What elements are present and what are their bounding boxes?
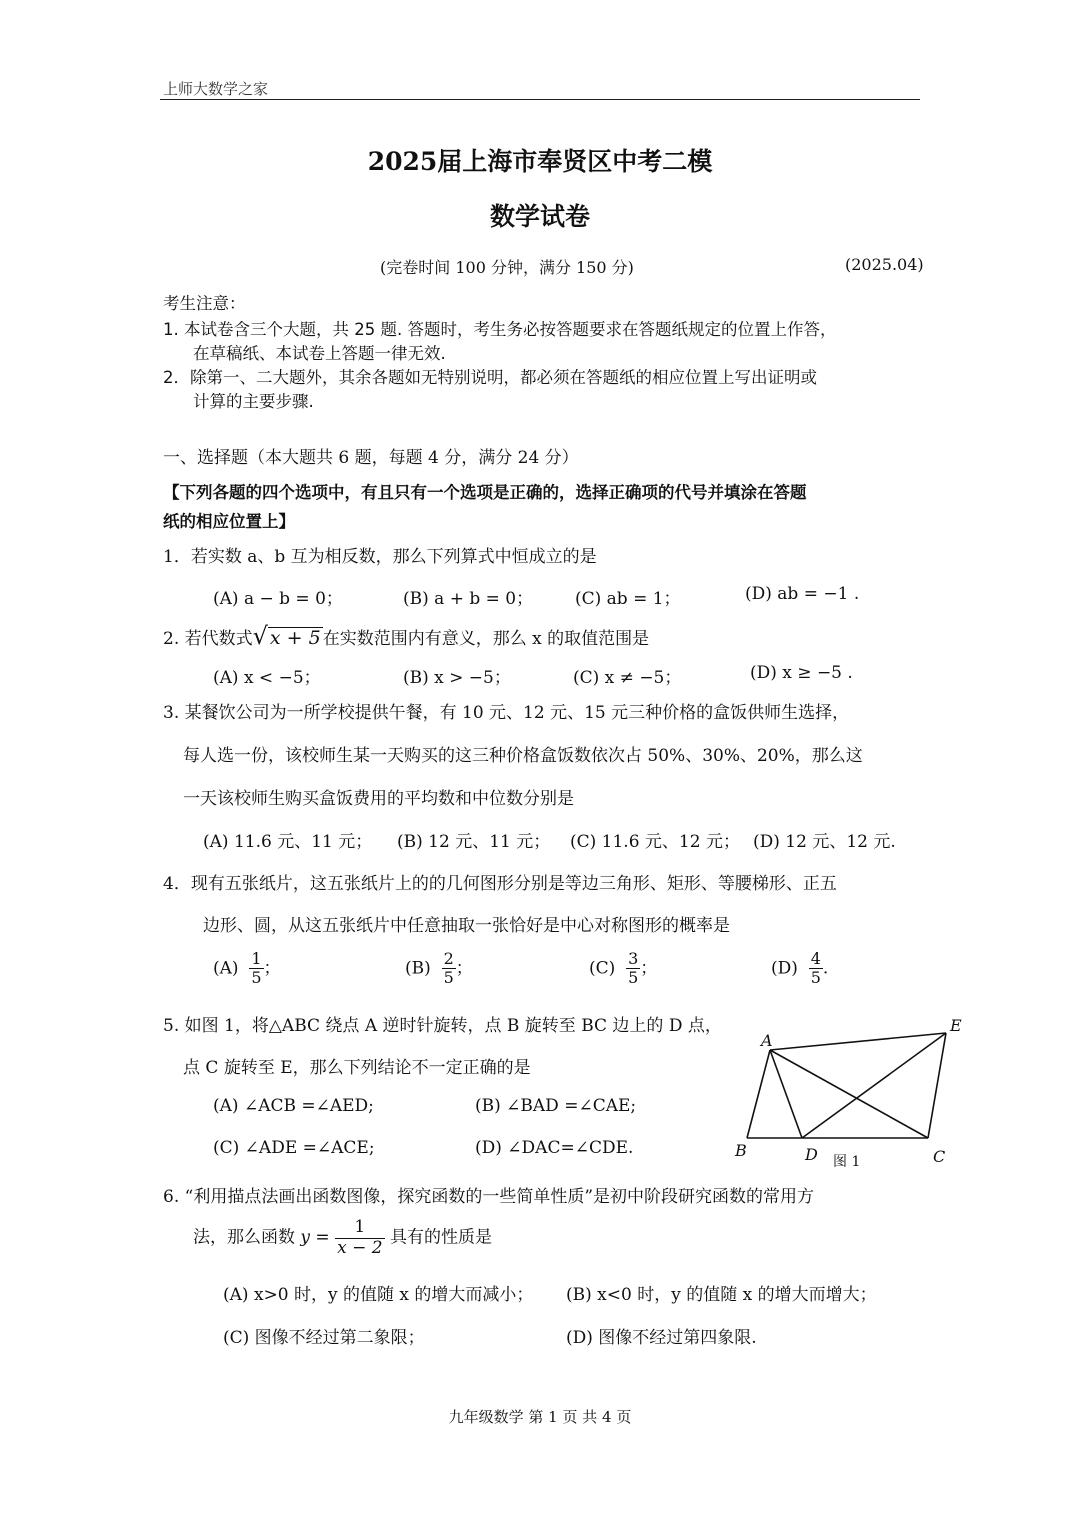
q4-option-b: (B) $\frac{2}{5}$ ；: [405, 949, 473, 988]
section1-instruction-1: 【下列各题的四个选项中，有且只有一个选项是正确的，选择正确项的代号并填涂在答题: [163, 483, 807, 502]
q6-option-c: (C) 图像不经过第二象限；: [223, 1328, 425, 1348]
segment-de: [802, 1033, 946, 1138]
fraction: $\frac{3}{5}$: [628, 949, 639, 988]
q6-function-lhs: y =: [300, 1227, 330, 1248]
q3-option-a: (A) 11.6 元、11 元；: [203, 832, 373, 852]
q1-stem: 1．若实数 a、b 互为相反数，那么下列算式中恒成立的是: [163, 547, 597, 567]
q2-stem-prefix: 2. 若代数式: [163, 629, 253, 649]
point-label-b: B: [735, 1141, 747, 1160]
q5-line-2: 点 C 旋转至 E，那么下列结论不一定正确的是: [183, 1058, 531, 1078]
fraction: $\frac{4}{5}$: [810, 949, 821, 988]
point-label-c: C: [933, 1147, 946, 1166]
q5-option-d: (D) ∠DAC=∠CDE.: [475, 1138, 634, 1158]
notice-item-2: 2．除第一、二大题外，其余各题如无特别说明，都必须在答题纸的相应位置上写出证明或: [163, 368, 817, 387]
point-label-a: A: [761, 1031, 773, 1050]
q1-option-c: (C) ab = 1；: [575, 589, 681, 609]
fraction: $\frac{1}{5}$: [251, 949, 262, 988]
q2-option-d: (D) x ≥ −5 .: [750, 663, 853, 683]
segment-ae: [770, 1033, 946, 1050]
segment-ad: [770, 1050, 802, 1138]
q3-line-2: 每人选一份，该校师生某一天购买的这三种价格盒饭数依次占 50%、30%、20%，那么这: [183, 746, 863, 766]
q4-line-1: 4．现有五张纸片，这五张纸片上的的几何图形分别是等边三角形、矩形、等腰梯形、正五: [163, 874, 837, 894]
q2-stem: [163, 622, 649, 650]
q6-function-fraction: $\frac{1}{x - 2}$: [337, 1217, 383, 1258]
q5-line-1: 5. 如图 1，将△ABC 绕点 A 逆时针旋转，点 B 旋转至 BC 边上的 D 点，: [163, 1016, 722, 1036]
section1-instruction-2: 纸的相应位置上】: [163, 512, 295, 531]
q6-line-2: [193, 1218, 492, 1258]
q6-line-2-prefix: 法，那么函数: [193, 1227, 295, 1248]
q2-radicand: x + 5: [269, 627, 321, 649]
q1-option-a: (A) a − b = 0；: [213, 589, 343, 609]
section1-heading: 一、选择题（本大题共 6 题，每题 4 分，满分 24 分）: [163, 448, 579, 468]
q3-option-c: (C) 11.6 元、12 元；: [570, 832, 740, 852]
q2-option-b: (B) x > −5；: [403, 668, 511, 688]
notice-item-1-cont: 在草稿纸、本试卷上答题一律无效.: [193, 344, 446, 363]
q3-option-d: (D) 12 元、12 元.: [753, 832, 896, 852]
q4-line-2: 边形、圆，从这五张纸片中任意抽取一张恰好是中心对称图形的概率是: [203, 916, 730, 936]
point-label-d: D: [805, 1145, 818, 1164]
q6-option-a: (A) x>0 时，y 的值随 x 的增大而减小；: [223, 1285, 534, 1305]
page-footer: 九年级数学 第 1 页 共 4 页: [448, 1408, 632, 1426]
exam-time-info: (完卷时间 100 分钟，满分 150 分): [380, 258, 634, 277]
exam-subtitle: 数学试卷: [489, 202, 590, 231]
q6-option-b: (B) x<0 时，y 的值随 x 的增大而增大；: [566, 1285, 877, 1305]
exam-title: 2025届上海市奉贤区中考二模: [367, 147, 713, 176]
q6-line-1: 6. “利用描点法画出函数图像，探究函数的一些简单性质”是初中阶段研究函数的常用方: [163, 1187, 815, 1207]
segment-ab: [747, 1050, 770, 1138]
q1-option-b: (B) a + b = 0；: [403, 589, 534, 609]
header-source: 上师大数学之家: [163, 80, 269, 98]
figure-caption: 图 1: [833, 1154, 861, 1170]
q2-option-a: (A) x < −5；: [213, 668, 321, 688]
sqrt-symbol: √: [252, 622, 268, 650]
q5-option-c: (C) ∠ADE =∠ACE;: [213, 1138, 375, 1158]
notice-item-1: 1. 本试卷含三个大题，共 25 题. 答题时，考生务必按答题要求在答题纸规定的位置上作答，: [163, 320, 837, 339]
q3-line-1: 3. 某餐饮公司为一所学校提供午餐，有 10 元、12 元、15 元三种价格的盒饭供师生选择，: [163, 703, 850, 723]
q2-option-c: (C) x ≠ −5；: [573, 668, 682, 688]
exam-date: (2025.04): [845, 255, 924, 274]
q3-line-3: 一天该校师生购买盒饭费用的平均数和中位数分别是: [183, 789, 574, 809]
q3-option-b: (B) 12 元、11 元；: [397, 832, 551, 852]
point-label-e: E: [950, 1016, 962, 1035]
header-rule: [160, 99, 920, 100]
q1-option-d: (D) ab = −1 .: [745, 584, 860, 604]
figure-1: [725, 1012, 975, 1177]
q6-option-d: (D) 图像不经过第四象限.: [566, 1328, 757, 1348]
notice-heading: 考生注意：: [163, 294, 246, 313]
q4-option-c: (C) $\frac{3}{5}$ ；: [589, 949, 658, 988]
segment-ec: [928, 1033, 946, 1138]
q4-option-d: (D) $\frac{4}{5}$ .: [771, 949, 829, 988]
q2-stem-suffix: 在实数范围内有意义，那么 x 的取值范围是: [322, 629, 650, 649]
notice-item-2-cont: 计算的主要步骤.: [193, 392, 314, 411]
q4-option-a: (A) $\frac{1}{5}$ ；: [213, 949, 281, 988]
fraction: $\frac{2}{5}$: [443, 949, 454, 988]
q6-line-2-suffix: 具有的性质是: [389, 1227, 492, 1248]
q5-option-b: (B) ∠BAD =∠CAE;: [475, 1096, 637, 1116]
q5-option-a: (A) ∠ACB =∠AED;: [213, 1096, 374, 1116]
